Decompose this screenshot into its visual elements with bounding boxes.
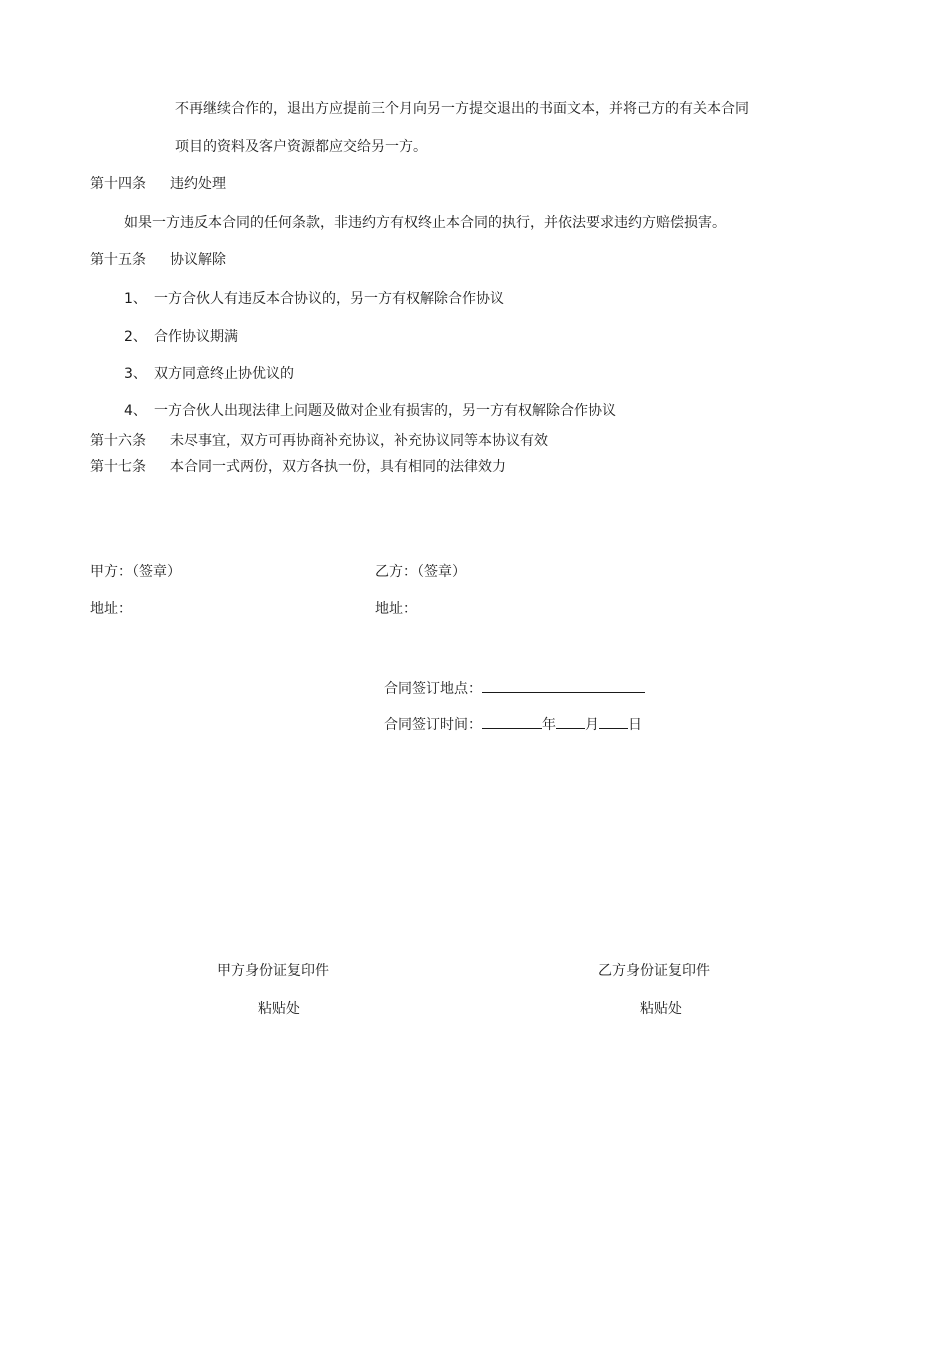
- party-a-address: 地址：: [90, 601, 132, 617]
- signing-month-label: 月: [585, 717, 599, 733]
- article-17: [90, 458, 506, 476]
- list-item-text: 合作协议期满: [154, 329, 238, 345]
- article-17-text: 本合同一式两份，双方各执一份，具有相同的法律效力: [170, 459, 506, 475]
- continuation-line-2: 项目的资料及客户资源都应交给另一方。: [175, 139, 427, 155]
- article-16: [90, 432, 548, 450]
- list-item-text: 一方合伙人出现法律上问题及做对企业有损害的，另一方有权解除合作协议: [154, 403, 616, 419]
- signing-place: [384, 678, 645, 698]
- article-15-title: 协议解除: [170, 252, 226, 268]
- list-item-number: 1、: [124, 291, 147, 307]
- list-item: [124, 328, 238, 346]
- party-b-id-copy-title: 乙方身份证复印件: [598, 963, 710, 979]
- article-14-label: 第十四条: [90, 176, 146, 192]
- party-a-id-copy-title: 甲方身份证复印件: [217, 963, 329, 979]
- list-item: [124, 290, 504, 308]
- signing-year-blank: [482, 714, 542, 729]
- article-15-label: 第十五条: [90, 252, 146, 268]
- signing-month-blank: [556, 714, 585, 729]
- signing-day-blank: [599, 714, 628, 729]
- list-item-text: 双方同意终止协优议的: [154, 366, 294, 382]
- signing-year-label: 年: [542, 717, 556, 733]
- continuation-line-1: 不再继续合作的，退出方应提前三个月向另一方提交退出的书面文本，并将己方的有关本合同: [175, 101, 749, 117]
- party-a-id-copy-sub: 粘贴处: [258, 1001, 300, 1017]
- party-b-address: 地址：: [375, 601, 417, 617]
- list-item: [124, 365, 294, 383]
- list-item-number: 4、: [124, 403, 147, 419]
- list-item: [124, 402, 616, 420]
- party-b-id-copy-sub: 粘贴处: [640, 1001, 682, 1017]
- article-17-label: 第十七条: [90, 459, 146, 475]
- signing-place-blank: [482, 678, 645, 693]
- signing-time-label: 合同签订时间：: [384, 717, 482, 733]
- party-a-signature: 甲方：（签章）: [90, 564, 181, 580]
- list-item-number: 3、: [124, 366, 147, 382]
- article-16-label: 第十六条: [90, 433, 146, 449]
- party-b-signature: 乙方：（签章）: [375, 564, 466, 580]
- article-14-heading: [90, 175, 226, 193]
- signing-day-label: 日: [628, 717, 642, 733]
- article-15-heading: [90, 251, 226, 269]
- signing-time: [384, 714, 642, 734]
- list-item-number: 2、: [124, 329, 147, 345]
- article-14-title: 违约处理: [170, 176, 226, 192]
- signing-place-label: 合同签订地点：: [384, 681, 482, 697]
- article-16-text: 未尽事宜，双方可再协商补充协议，补充协议同等本协议有效: [170, 433, 548, 449]
- article-14-body: 如果一方违反本合同的任何条款，非违约方有权终止本合同的执行，并依法要求违约方赔偿损害。: [124, 215, 726, 231]
- list-item-text: 一方合伙人有违反本合协议的，另一方有权解除合作协议: [154, 291, 504, 307]
